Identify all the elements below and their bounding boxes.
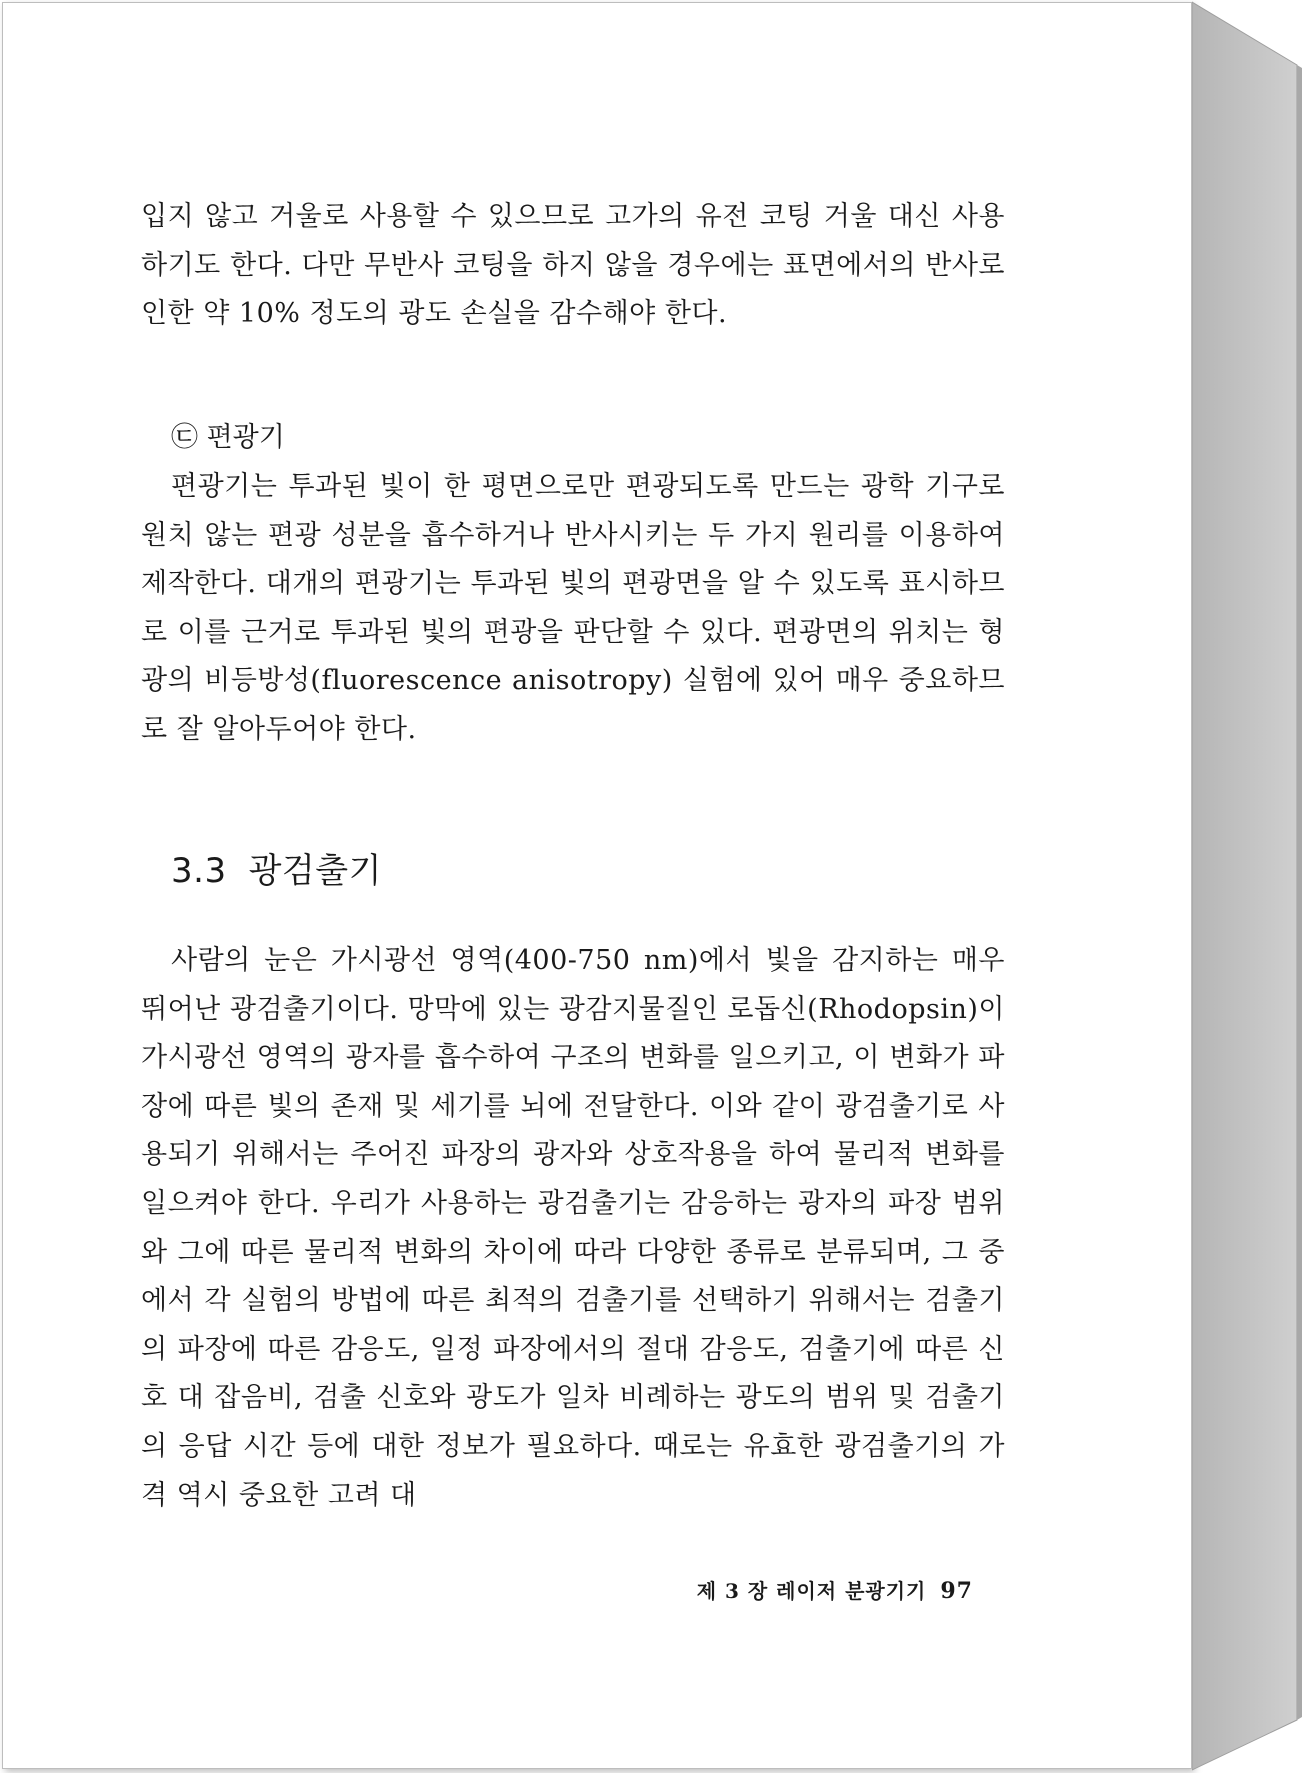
section-number: 3.3	[171, 851, 227, 891]
section-title: 광검출기	[248, 851, 382, 891]
section-heading	[171, 843, 382, 892]
paragraph-polarizer	[141, 463, 1005, 755]
footer-chapter: 제 3 장 레이저 분광기기	[696, 1579, 927, 1603]
subheading-polarizer: ㉢ 편광기	[171, 422, 285, 453]
paragraph-3: 사람의 눈은 가시광선 영역(400-750 nm)에서 빛을 감지하는 매우 뛰어난 광검출기이다. 망막에 있는 광감지물질인 로돕신(Rhodopsin)이 가시광선 영역의 광자를 흡수하여 구조의 변화를 일으키고, 이 변화가 파장에 따른 빛의 존재 및 세기를 뇌에 전달한다. 이와 같이 광검출기로 사용되기 위해서는 주어진 파장의 광자와 상호작용을 하여 물리적 변화를 일으켜야 한다. 우리가 사용하는 광검출기는 감응하는 광자의 파장 범위와 그에 따른 물리적 변화의 차이에 따라 다양한 종류로 분류되며, 그 중에서 각 실험의 방법에 따른 최적의 검출기를 선택하기 위해서는 검출기의 파장에 따른 감응도, 일정 파장에서의 절대 감응도, 검출기에 따른 신호 대 잡음비, 검출 신호와 광도가 일차 비례하는 광도의 범위 및 검출기의 응답 시간 등에 대한 정보가 필요하다. 때로는 유효한 광검출기의 가격 역시 중요한 고려 대	[141, 945, 1005, 1511]
book-edge	[1192, 0, 1316, 1773]
paragraph-mirror-text	[141, 193, 1005, 339]
paragraph-photodetector	[141, 937, 1005, 1520]
paragraph-2: 편광기는 투과된 빛이 한 평면으로만 편광되도록 만드는 광학 기구로 원치 않는 편광 성분을 흡수하거나 반사시키는 두 가지 원리를 이용하여 제작한다. 대개의 편광기는 투과된 빛의 편광면을 알 수 있도록 표시하므로 이를 근거로 투과된 빛의 편광을 판단할 수 있다. 편광면의 위치는 형광의 비등방성(fluorescence anisotropy) 실험에 있어 매우 중요하므로 잘 알아두어야 한다.	[141, 471, 1005, 745]
page-number: 97	[940, 1578, 973, 1604]
book-page	[2, 2, 1192, 1769]
page-footer	[653, 1575, 973, 1604]
paragraph-1: 입지 않고 거울로 사용할 수 있으므로 고가의 유전 코팅 거울 대신 사용하기도 한다. 다만 무반사 코팅을 하지 않을 경우에는 표면에서의 반사로 인한 약 10% 정도의 광도 손실을 감수해야 한다.	[141, 201, 1005, 330]
